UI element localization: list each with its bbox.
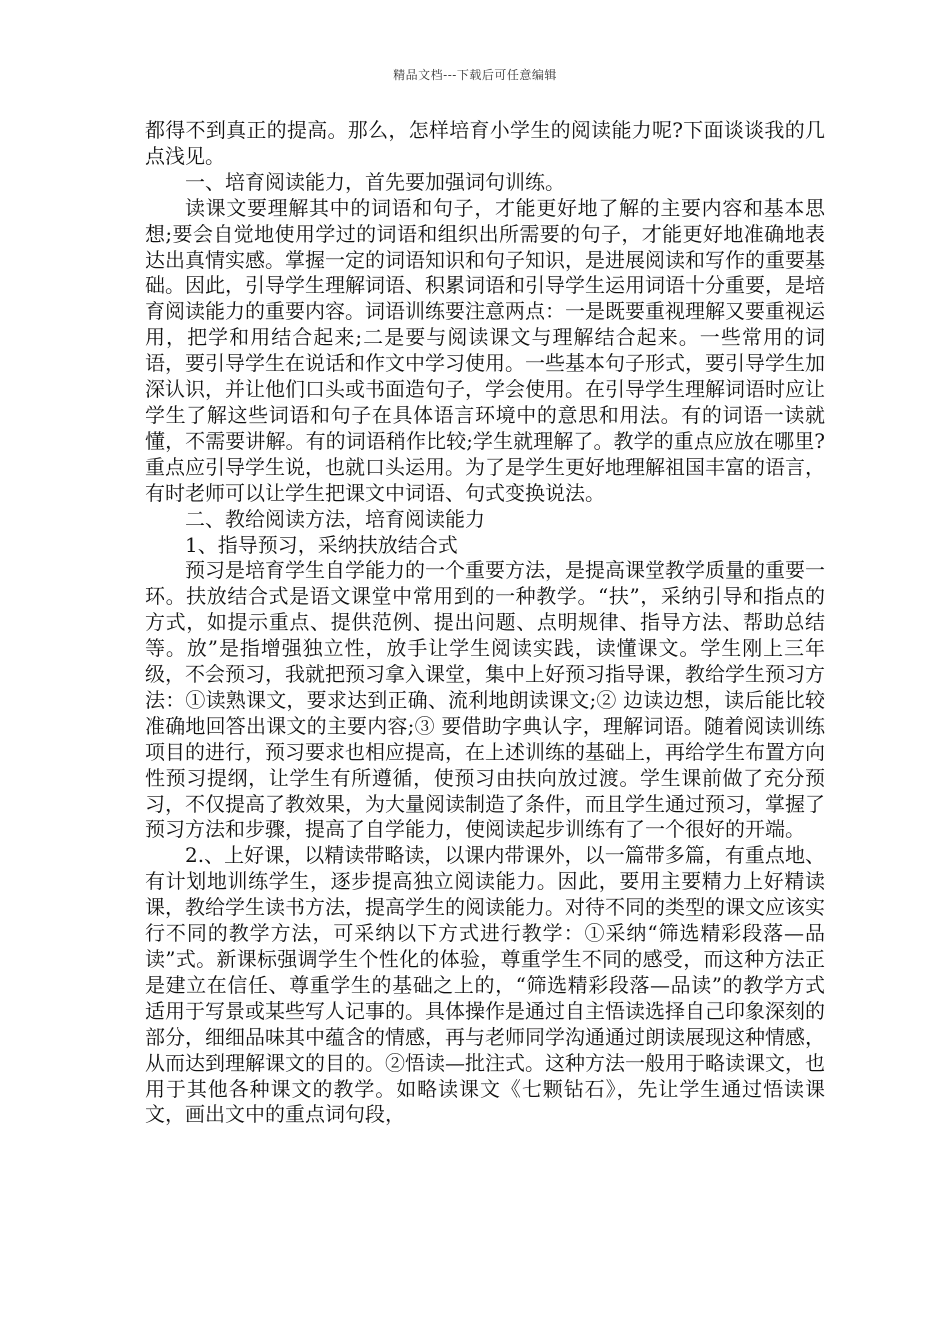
paragraph-2-1: 预习是培育学生自学能力的一个重要方法，是提高课堂教学质量的重要一环。扶放结合式是语文课堂中常用到的一种教学。“扶”，采纳引导和指点的方式，如提示重点、提供范例、提出问题、点明规律、指导方法、帮助总结等。放”是指增强独立性，放手让学生阅读实践，读懂课文。学生刚上三年级，不会预习，我就把预习拿入课堂，集中上好预习指导课，教给学生预习方法：①读熟课文，要求达到正确、流利地朗读课文;② 边读边想，读后能比较准确地回答出课文的主要内容;③ 要借助字典认字，理解词语。随着阅读训练项目的进行，预习要求也相应提高，在上述训练的基础上，再给学生布置方向性预习提纲，让学生有所遵循，使预习由扶向放过渡。学生课前做了充分预习，不仅提高了教效果，为大量阅读制造了条件，而且学生通过预习，掌握了预习方法和步骤，提高了自学能力，使阅读起步训练有了一个很好的开端。 bbox=[145, 558, 825, 842]
page-header: 精品文档---下载后可任意编辑 bbox=[393, 68, 557, 82]
paragraph-intro: 都得不到真正的提高。那么，怎样培育小学生的阅读能力呢?下面谈谈我的几点浅见。 bbox=[145, 118, 825, 168]
paragraph-section-1: 读课文要理解其中的词语和句子，才能更好地了解的主要内容和基本思想;要会自觉地使用学过的词语和组织出所需要的句子，才能更好地准确地表达出真情实感。掌握一定的词语知识和句子知识，是进展阅读和写作的重要基础。因此，引导学生理解词语、积累词语和引导学生运用词语十分重要，是培育阅读能力的重要内容。词语训练要注意两点：一是既要重视理解又要重视运用，把学和用结合起来;二是要与阅读课文与理解结合起来。一些常用的词语，要引导学生在说话和作文中学习使用。一些基本句子形式，要引导学生加深认识，并让他们口头或书面造句子，学会使用。在引导学生理解词语时应让学生了解这些词语和句子在具体语言环境中的意思和用法。有的词语一读就懂，不需要讲解。有的词语稍作比较;学生就理解了。教学的重点应放在哪里?重点应引导学生说，也就口头运用。为了是学生更好地理解祖国丰富的语言，有时老师可以让学生把课文中词语、句式变换说法。 bbox=[145, 195, 825, 505]
subheading-2-1: 1、指导预习，采纳扶放结合式 bbox=[185, 532, 458, 557]
heading-section-2: 二、教给阅读方法，培育阅读能力 bbox=[185, 506, 485, 531]
heading-section-1: 一、培育阅读能力，首先要加强词句训练。 bbox=[185, 169, 565, 194]
document-body bbox=[145, 118, 825, 1128]
paragraph-2-2: 2.、上好课，以精读带略读，以课内带课外，以一篇带多篇，有重点地、有计划地训练学生，逐步提高独立阅读能力。因此，要用主要精力上好精读课，教给学生读书方法，提高学生的阅读能力。对待不同的类型的课文应该实行不同的教学方法，可采纳以下方式进行教学：①采纳“筛选精彩段落—品读”式。新课标强调学生个性化的体验，尊重学生不同的感受，而这种方法正是建立在信任、尊重学生的基础之上的，“筛选精彩段落—品读”的教学方式适用于写景或某些写人记事的。具体操作是通过自主悟读选择自己印象深刻的部分，细细品味其中蕴含的情感，再与老师同学沟通通过朗读展现这种情感，从而达到理解课文的目的。②悟读—批注式。这种方法一般用于略读课文，也用于其他各种课文的教学。如略读课文《七颗钻石》，先让学生通过悟读课文，画出文中的重点词句段， bbox=[145, 843, 825, 1127]
